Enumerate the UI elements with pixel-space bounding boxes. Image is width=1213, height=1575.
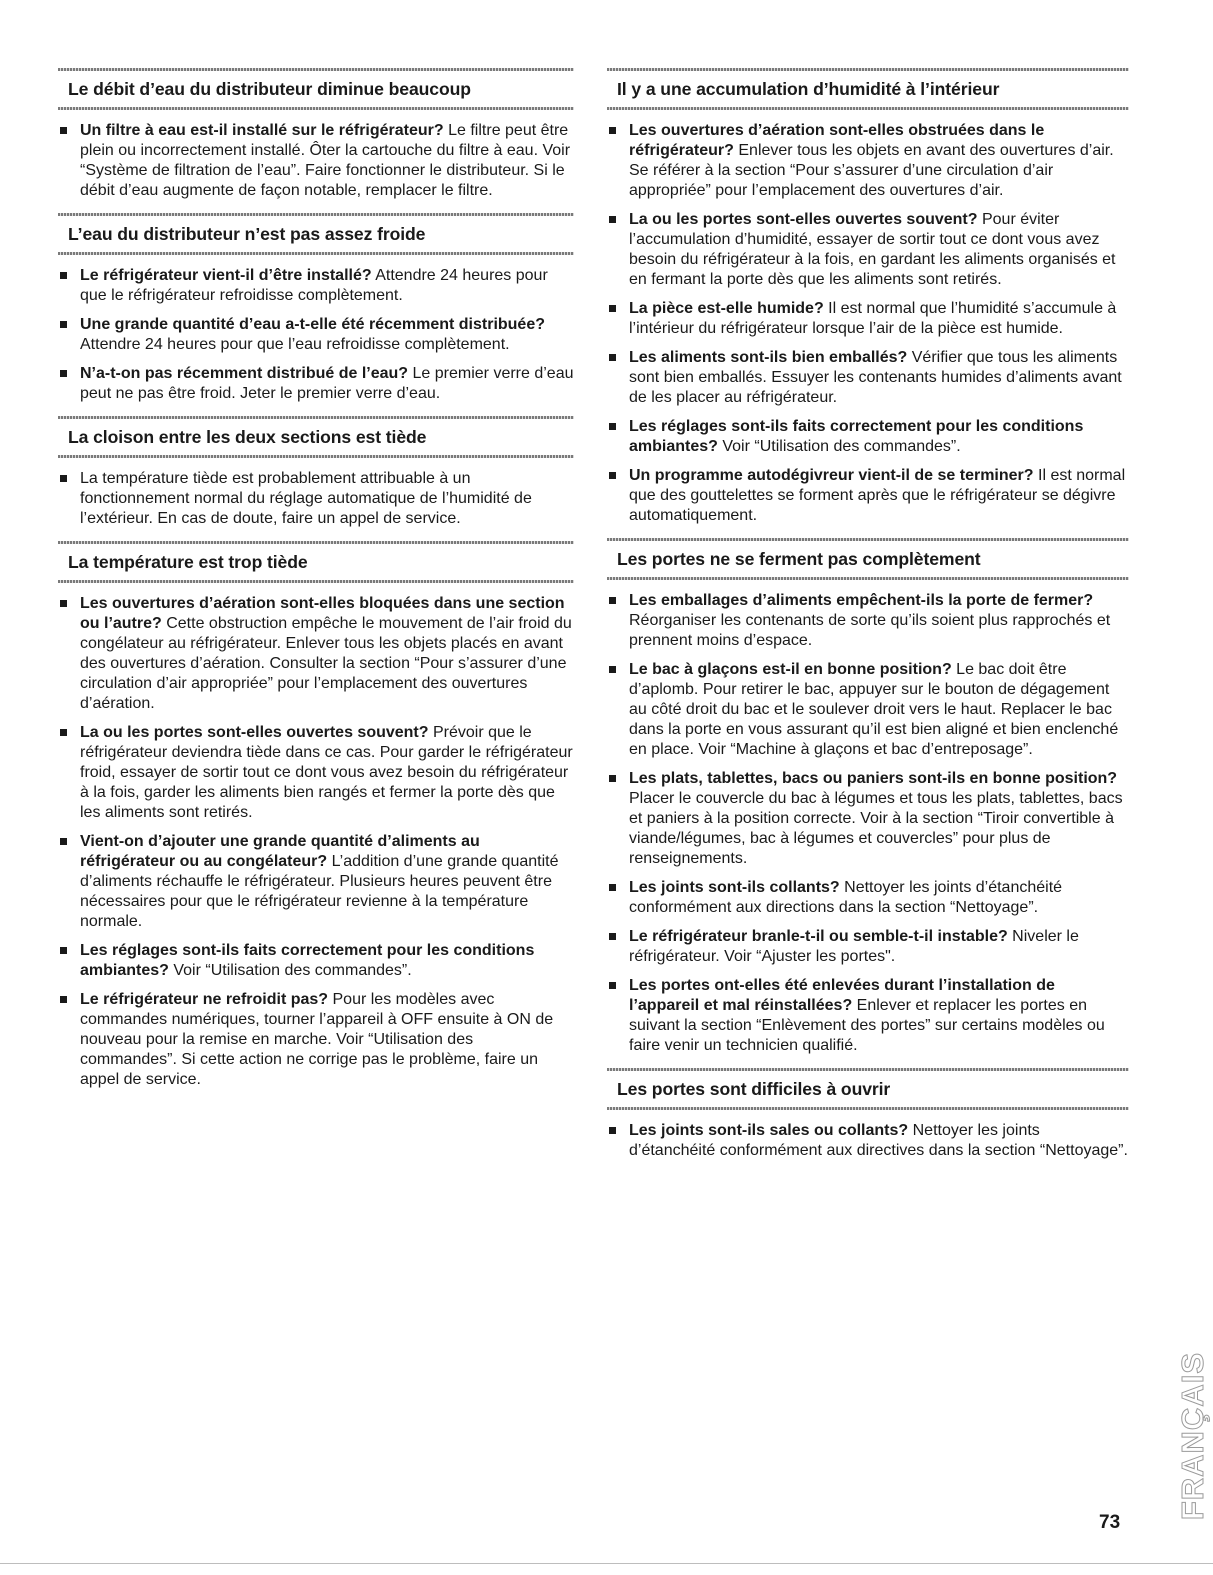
answer-text: Vérifier que tous les aliments sont bien emballés. Essuyer les contenants humides d’aliments avant de les placer au réfrigérateur. [629, 349, 1122, 406]
answer-text: Nettoyer les joints d’étanchéité conformément aux directions dans la section “Nettoyage”. [629, 879, 1063, 916]
section-heading: La cloison entre les deux sections est tiède [68, 427, 427, 447]
answer-text: Attendre 24 heures pour que l’eau refroidisse complètement. [80, 336, 510, 353]
list-item [607, 466, 1129, 526]
list-item [607, 121, 1129, 201]
left-column [58, 68, 574, 1102]
troubleshooting-section [58, 416, 574, 529]
list-item [607, 1121, 1129, 1161]
list-item [607, 210, 1129, 290]
answer-text: L’addition d’une grande quantité d’aliments réchauffe le réfrigérateur. Plusieurs heures peuvent être nécessaires pour que le réfrigérateur revienne à la température normale. [80, 853, 559, 930]
square-bullet-icon [609, 884, 616, 891]
section-rule-bottom [58, 455, 574, 458]
question-text: Un programme autodégivreur vient-il de se terminer? [629, 467, 1034, 484]
question-text: Les emballages d’aliments empêchent-ils la porte de fermer? [629, 592, 1094, 609]
question-text: Les joints sont-ils collants? [629, 879, 840, 896]
right-column [607, 68, 1129, 1173]
section-heading: Le débit d’eau du distributeur diminue beaucoup [68, 79, 471, 99]
list-item [607, 299, 1129, 339]
square-bullet-icon [609, 775, 616, 782]
square-bullet-icon [609, 933, 616, 940]
question-list [58, 121, 574, 201]
question-list [607, 121, 1129, 526]
section-rule-top [607, 68, 1129, 71]
square-bullet-icon [609, 1127, 616, 1134]
square-bullet-icon [609, 423, 616, 430]
language-side-tab-label: FRANÇAIS [1175, 1352, 1210, 1521]
question-text: Les ouvertures d’aération sont-elles bloquées dans une section ou l’autre? [80, 595, 565, 632]
question-text: La pièce est-elle humide? [629, 300, 824, 317]
question-text: La ou les portes sont-elles ouvertes souvent? [80, 724, 429, 741]
square-bullet-icon [60, 600, 67, 607]
question-list [607, 591, 1129, 1056]
question-text: Les réglages sont-ils faits correctement pour les conditions ambiantes? [629, 418, 1084, 455]
section-rule-bottom [607, 1107, 1129, 1110]
square-bullet-icon [609, 982, 616, 989]
answer-text: Réorganiser les contenants de sorte qu’ils soient plus rapprochés et prennent moins d’espace. [629, 612, 1111, 649]
section-heading: Il y a une accumulation d’humidité à l’intérieur [617, 79, 1000, 99]
list-item [58, 941, 574, 981]
answer-text: Niveler le réfrigérateur. Voir “Ajuster les portes". [629, 928, 1079, 965]
square-bullet-icon [609, 666, 616, 673]
list-item [58, 315, 574, 355]
square-bullet-icon [60, 996, 67, 1003]
answer-text: Voir “Utilisation des commandes”. [168, 962, 412, 979]
section-rule-top [607, 1068, 1129, 1071]
list-item [607, 976, 1129, 1056]
answer-text: Nettoyer les joints d’étanchéité conformément aux directives dans la section “Nettoyage”. [629, 1122, 1128, 1159]
answer-text: Prévoir que le réfrigérateur deviendra tiède dans ce cas. Pour garder le réfrigérateur froid, essayer de sortir tout ce dont vous avez besoin du réfrigérateur à la fois, garder les aliments bien rangés et fermer la porte dès que les aliments sont retirés. [80, 724, 573, 821]
list-item [58, 266, 574, 306]
question-text: La ou les portes sont-elles ouvertes souvent? [629, 211, 978, 228]
answer-text: Voir “Utilisation des commandes”. [717, 438, 961, 455]
list-item [58, 121, 574, 201]
list-item [607, 348, 1129, 408]
list-item [607, 591, 1129, 651]
question-list [58, 469, 574, 529]
troubleshooting-section [607, 68, 1129, 526]
section-rule-bottom [607, 107, 1129, 110]
section-rule-bottom [58, 107, 574, 110]
section-rule-top [58, 541, 574, 544]
question-text: Vient-on d’ajouter une grande quantité d’aliments au réfrigérateur ou au congélateur? [80, 833, 480, 870]
section-rule-top [607, 538, 1129, 541]
question-text: Les ouvertures d’aération sont-elles obstruées dans le réfrigérateur? [629, 122, 1045, 159]
answer-text: Il est normal que l’humidité s’accumule à l’intérieur du réfrigérateur lorsque l’air de la pièce est humide. [629, 300, 1117, 337]
square-bullet-icon [609, 305, 616, 312]
section-rule-bottom [58, 252, 574, 255]
question-list [58, 594, 574, 1090]
question-text: Les plats, tablettes, bacs ou paniers sont-ils en bonne position? [629, 770, 1118, 787]
answer-text: Il est normal que des gouttelettes se forment après que le réfrigérateur se dégivre automatiquement. [629, 467, 1126, 524]
section-rule-bottom [58, 580, 574, 583]
section-rule-top [58, 416, 574, 419]
square-bullet-icon [60, 475, 67, 482]
section-rule-top [58, 213, 574, 216]
list-item [607, 878, 1129, 918]
answer-text: Le premier verre d’eau peut ne pas être froid. Jeter le premier verre d’eau. [80, 365, 574, 402]
question-list [607, 1121, 1129, 1161]
answer-text: Le bac doit être d’aplomb. Pour retirer le bac, appuyer sur le bouton de dégagement au côté droit du bac et le soulever droit vers le haut. Replacer le bac dans la porte en vous assurant qu’il est bien aligné et bien enclenché en place. Voir “Machine à glaçons et bac d’entreposage”. [629, 661, 1119, 758]
question-text: Le réfrigérateur branle-t-il ou semble-t-il instable? [629, 928, 1008, 945]
list-item [58, 723, 574, 823]
section-heading: La température est trop tiède [68, 552, 308, 572]
question-text: Les portes ont-elles été enlevées durant l’installation de l’appareil et mal réinstallées? [629, 977, 1055, 1014]
question-text: Une grande quantité d’eau a-t-elle été récemment distribuée? [80, 316, 545, 333]
question-text: Les aliments sont-ils bien emballés? [629, 349, 908, 366]
answer-text: Enlever tous les objets en avant des ouvertures d’air. Se référer à la section “Pour s’assurer d’une circulation d’air appropriée” pour l’emplacement des ouvertures d’air. [629, 142, 1114, 199]
answer-text: Le filtre peut être plein ou incorrectement installé. Ôter la cartouche du filtre à eau. Voir “Système de filtration de l’eau”. Faire fonctionner le distributeur. Si le débit d’eau augmente de façon notable, remplacer le filtre. [80, 122, 571, 199]
question-list [58, 266, 574, 404]
answer-text: La température tiède est probablement attribuable à un fonctionnement normal du réglage automatique de l’humidité de l’extérieur. En cas de doute, faire un appel de service. [80, 470, 532, 527]
bottom-divider [0, 1563, 1213, 1564]
answer-text: Attendre 24 heures pour que le réfrigérateur refroidisse complètement. [80, 267, 548, 304]
answer-text: Cette obstruction empêche le mouvement de l’air froid du congélateur au réfrigérateur. Enlever tous les objets placés en avant des ouvertures d’aération. Consulter la section “Pour s’assurer d’une circulation d’air appropriée” pour l’emplacement des ouvertures d’aération. [80, 615, 572, 712]
answer-text: Pour les modèles avec commandes numériques, tourner l’appareil à OFF ensuite à ON de nouveau pour la remise en marche. Voir “Utilisation des commandes”. Si cette action ne corrige pas le problème, faire un appel de service. [80, 991, 554, 1088]
answer-text: Enlever et replacer les portes en suivant la section “Enlèvement des portes” sur certains modèles ou faire venir un technicien qualifié. [629, 997, 1105, 1054]
question-text: Les réglages sont-ils faits correctement pour les conditions ambiantes? [80, 942, 535, 979]
troubleshooting-section [607, 1068, 1129, 1161]
question-text: N’a-t-on pas récemment distribué de l’eau? [80, 365, 409, 382]
section-heading: Les portes ne se ferment pas complètement [617, 549, 981, 569]
section-heading: L’eau du distributeur n’est pas assez froide [68, 224, 426, 244]
square-bullet-icon [609, 354, 616, 361]
section-rule-top [58, 68, 574, 71]
square-bullet-icon [60, 321, 67, 328]
list-item [58, 364, 574, 404]
troubleshooting-section [58, 213, 574, 404]
list-item [607, 417, 1129, 457]
square-bullet-icon [60, 838, 67, 845]
page-number: 73 [1099, 1512, 1121, 1533]
list-item [607, 769, 1129, 869]
square-bullet-icon [609, 216, 616, 223]
question-text: Le réfrigérateur vient-il d’être installé? [80, 267, 372, 284]
answer-text: Pour éviter l’accumulation d’humidité, essayer de sortir tout ce dont vous avez besoin du réfrigérateur à la fois, en gardant les aliments organisés et en fermant la porte dès que les aliments sont retirés. [629, 211, 1116, 288]
list-item [58, 832, 574, 932]
square-bullet-icon [60, 947, 67, 954]
section-heading: Les portes sont difficiles à ouvrir [617, 1079, 891, 1099]
square-bullet-icon [60, 272, 67, 279]
square-bullet-icon [609, 597, 616, 604]
list-item [58, 594, 574, 714]
question-text: Le bac à glaçons est-il en bonne position? [629, 661, 952, 678]
question-text: Les joints sont-ils sales ou collants? [629, 1122, 909, 1139]
list-item [58, 990, 574, 1090]
square-bullet-icon [609, 127, 616, 134]
troubleshooting-section [607, 538, 1129, 1056]
troubleshooting-section [58, 541, 574, 1090]
question-text: Un filtre à eau est-il installé sur le réfrigérateur? [80, 122, 444, 139]
answer-text: Placer le couvercle du bac à légumes et tous les plats, tablettes, bacs et paniers à la position correcte. Voir à la section “Tiroir convertible à viande/légumes, bac à légumes et couvercles” pour plus de renseignements. [629, 790, 1123, 867]
section-rule-bottom [607, 577, 1129, 580]
list-item [607, 660, 1129, 760]
square-bullet-icon [60, 127, 67, 134]
square-bullet-icon [60, 370, 67, 377]
question-text: Le réfrigérateur ne refroidit pas? [80, 991, 329, 1008]
list-item [607, 927, 1129, 967]
square-bullet-icon [609, 472, 616, 479]
list-item [58, 469, 574, 529]
troubleshooting-section [58, 68, 574, 201]
square-bullet-icon [60, 729, 67, 736]
